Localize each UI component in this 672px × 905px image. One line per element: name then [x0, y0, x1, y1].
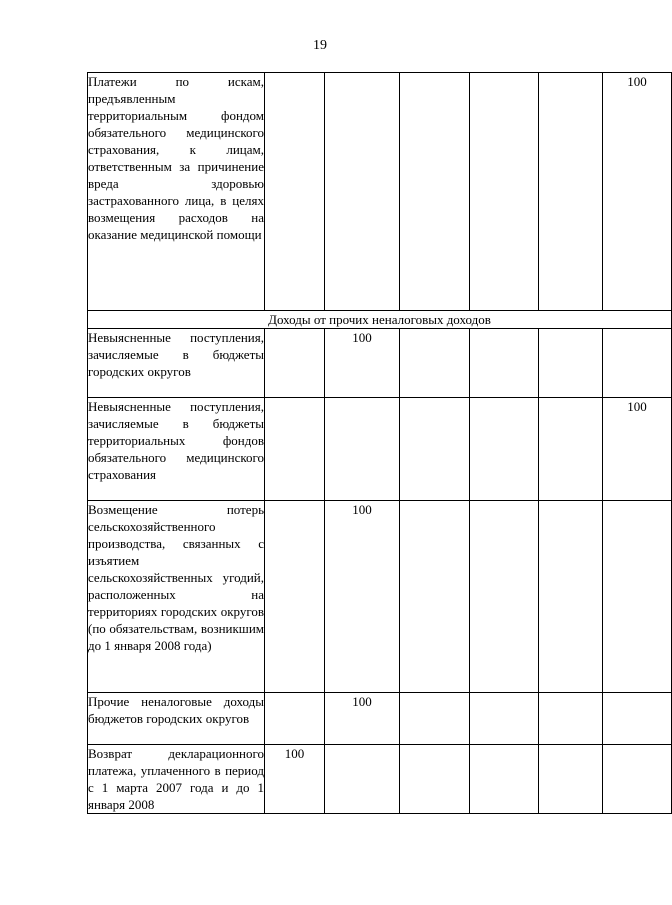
- value-cell: [603, 501, 672, 693]
- value-cell: [400, 693, 470, 745]
- value-cell: [400, 329, 470, 398]
- value-cell: [400, 501, 470, 693]
- income-name-cell: Возврат декларационного платежа, уплаченного в период с 1 марта 2007 года и до 1 января 2008: [88, 746, 264, 812]
- value-cell: [400, 745, 470, 814]
- value-cell: [325, 398, 400, 501]
- value-cell: [400, 73, 470, 311]
- value-cell: 100: [325, 329, 400, 398]
- value-cell: [470, 745, 539, 814]
- value-cell: [539, 73, 603, 311]
- value-cell: 100: [603, 398, 672, 501]
- value-cell: [603, 693, 672, 745]
- table-row: [88, 73, 672, 311]
- income-name-cell: Прочие неналоговые доходы бюджетов городских округов: [88, 693, 265, 745]
- value-cell: [539, 693, 603, 745]
- value-cell: [470, 693, 539, 745]
- value-cell: [265, 693, 325, 745]
- table-row: [88, 398, 672, 501]
- table-row: [88, 745, 672, 814]
- value-cell: [265, 398, 325, 501]
- value-cell: [539, 329, 603, 398]
- value-cell: [470, 398, 539, 501]
- value-cell: [265, 501, 325, 693]
- value-cell: [470, 73, 539, 311]
- table-row: [88, 329, 672, 398]
- income-name-cell: Невыясненные поступления, зачисляемые в бюджеты городских округов: [88, 329, 265, 398]
- income-name-cell: Невыясненные поступления, зачисляемые в бюджеты территориальных фондов обязательного медицинского страхования: [88, 398, 265, 501]
- value-cell: [603, 745, 672, 814]
- value-cell: [400, 398, 470, 501]
- value-cell: [539, 398, 603, 501]
- value-cell: 100: [325, 501, 400, 693]
- table-row: [88, 693, 672, 745]
- income-name-cell: Возмещение потерь сельскохозяйственного производства, связанных с изъятием сельскохозяйственных угодий, расположенных на территориях городских округов (по обязательствам, возникшим до 1 января 2008 года): [88, 501, 265, 693]
- value-cell: [265, 73, 325, 311]
- page-number: 19: [313, 38, 327, 53]
- income-name-cell: Платежи по искам, предъявленным территориальным фондом обязательного медицинского страхования, к лицам, ответственным за причинение вреда здоровью застрахованного лица, в целях возмещения расходов на оказание медицинской помощи: [88, 73, 265, 311]
- income-distribution-table: [87, 72, 672, 814]
- value-cell: [325, 73, 400, 311]
- section-row: [88, 311, 672, 329]
- table-row: [88, 501, 672, 693]
- value-cell: [470, 329, 539, 398]
- value-cell: [265, 329, 325, 398]
- section-title: Доходы от прочих неналоговых доходов: [88, 311, 672, 329]
- value-cell: 100: [325, 693, 400, 745]
- value-cell: 100: [265, 745, 325, 814]
- value-cell: [470, 501, 539, 693]
- value-cell: [603, 329, 672, 398]
- value-cell: 100: [603, 73, 672, 311]
- value-cell: [539, 501, 603, 693]
- value-cell: [539, 745, 603, 814]
- value-cell: [325, 745, 400, 814]
